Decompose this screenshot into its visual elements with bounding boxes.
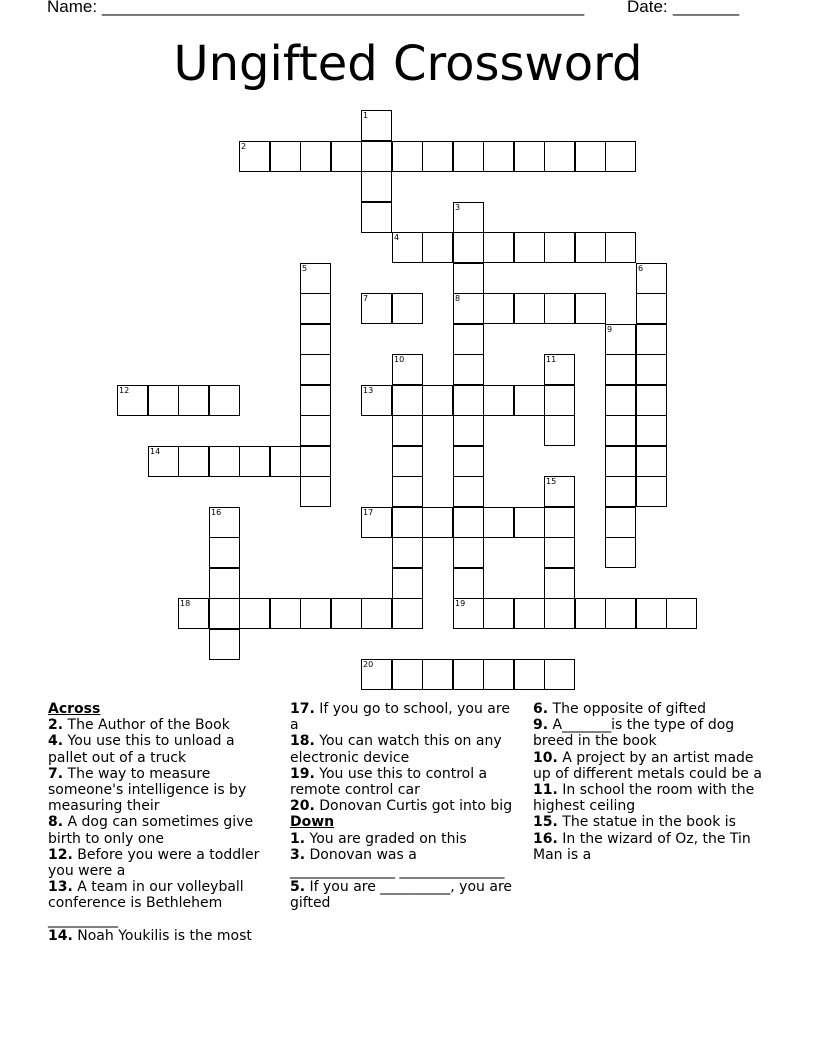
grid-cell[interactable] [605, 476, 636, 507]
grid-cell[interactable] [544, 598, 575, 629]
grid-cell[interactable] [636, 476, 667, 507]
grid-cell[interactable] [392, 659, 423, 690]
clue-number-label: 5 [302, 264, 308, 273]
grid-cell[interactable] [453, 537, 484, 568]
across-heading: Across [48, 701, 101, 717]
grid-cell[interactable] [453, 659, 484, 690]
date-label: Date: [627, 0, 668, 16]
puzzle-title: Ungifted Crossword [173, 36, 643, 92]
grid-cell[interactable] [300, 598, 331, 629]
grid-cell[interactable] [453, 141, 484, 172]
grid-cell[interactable] [209, 598, 240, 629]
clues-column-2 [290, 701, 515, 912]
grid-cell[interactable] [636, 354, 667, 385]
grid-cell[interactable] [422, 659, 453, 690]
grid-cell[interactable] [422, 385, 453, 416]
grid-cell[interactable] [636, 293, 667, 324]
grid-cell[interactable] [209, 568, 240, 599]
grid-cell[interactable] [209, 446, 240, 477]
clue-number-label: 19 [455, 599, 466, 608]
grid-cell[interactable] [483, 141, 514, 172]
grid-cell[interactable] [636, 385, 667, 416]
grid-cell[interactable] [483, 507, 514, 538]
grid-cell[interactable] [209, 385, 240, 416]
grid-cell[interactable] [575, 141, 606, 172]
name-label: Name: [47, 0, 98, 16]
grid-cell[interactable] [392, 476, 423, 507]
grid-cell[interactable] [483, 598, 514, 629]
clue-number-label: 9 [607, 325, 613, 334]
grid-cell[interactable] [300, 354, 331, 385]
grid-cell[interactable] [178, 385, 209, 416]
clue-across-13: 13. A team in our volleyball conference is Bethlehem __________ [48, 879, 244, 928]
clue-across-8: 8. A dog can sometimes give birth to only one [48, 814, 254, 847]
clue-number-label: 20 [363, 660, 374, 669]
clue-number-label: 7 [363, 294, 369, 303]
grid-cell[interactable] [483, 293, 514, 324]
grid-cell[interactable] [544, 507, 575, 538]
grid-cell[interactable] [544, 568, 575, 599]
grid-cell[interactable] [392, 537, 423, 568]
grid-cell[interactable] [605, 354, 636, 385]
grid-cell[interactable] [300, 446, 331, 477]
grid-cell[interactable] [544, 415, 575, 446]
grid-cell[interactable] [605, 598, 636, 629]
grid-cell[interactable] [361, 202, 392, 233]
grid-cell[interactable] [453, 446, 484, 477]
grid-cell[interactable] [605, 446, 636, 477]
clue-across-2: 2. The Author of the Book [48, 717, 230, 734]
grid-cell[interactable] [300, 141, 331, 172]
grid-cell[interactable] [239, 446, 270, 477]
clue-down-10: 10. A project by an artist made up of different metals could be a [533, 749, 762, 782]
clue-down-16: 16. In the wizard of Oz, the Tin Man is a [533, 830, 751, 863]
grid-cell[interactable] [605, 385, 636, 416]
grid-cell[interactable] [453, 385, 484, 416]
grid-cell[interactable] [636, 415, 667, 446]
grid-cell[interactable] [361, 141, 392, 172]
grid-cell[interactable] [514, 598, 545, 629]
clues-column-3 [533, 701, 768, 863]
clue-number-label: 14 [150, 447, 161, 456]
grid-cell[interactable] [392, 415, 423, 446]
down-heading: Down [290, 814, 335, 831]
grid-cell[interactable] [361, 598, 392, 629]
grid-cell[interactable] [209, 537, 240, 568]
grid-cell[interactable] [483, 232, 514, 263]
grid-cell[interactable] [392, 141, 423, 172]
grid-cell[interactable] [636, 598, 667, 629]
grid-cell[interactable] [605, 507, 636, 538]
grid-cell[interactable] [453, 324, 484, 355]
grid-cell[interactable] [544, 385, 575, 416]
grid-cell[interactable] [270, 598, 301, 629]
clue-number-label: 12 [119, 386, 130, 395]
clue-across-18: 18. You can watch this on any electronic device [290, 733, 502, 766]
grid-cell[interactable] [544, 293, 575, 324]
clue-number-label: 17 [363, 508, 374, 517]
clue-number-label: 4 [394, 233, 400, 242]
clue-across-4: 4. You use this to unload a pallet out of a truck [48, 733, 235, 766]
grid-cell[interactable] [636, 324, 667, 355]
grid-cell[interactable] [544, 141, 575, 172]
grid-cell[interactable] [178, 446, 209, 477]
grid-cell[interactable] [483, 385, 514, 416]
grid-cell[interactable] [544, 537, 575, 568]
grid-cell[interactable] [453, 415, 484, 446]
date-line[interactable]: _______ [673, 0, 740, 16]
clue-across-12: 12. Before you were a toddler you were a [48, 846, 260, 880]
grid-cell[interactable] [453, 568, 484, 599]
clue-number-label: 15 [546, 477, 557, 486]
clue-down-6: 6. The opposite of gifted [533, 701, 707, 717]
grid-cell[interactable] [453, 507, 484, 538]
clue-number-label: 13 [363, 386, 374, 395]
grid-cell[interactable] [514, 293, 545, 324]
clues-column-1 [48, 701, 273, 944]
grid-cell[interactable] [514, 141, 545, 172]
grid-cell[interactable] [392, 385, 423, 416]
clue-down-11: 11. In school the room with the highest ceiling [533, 782, 755, 815]
grid-cell[interactable] [575, 598, 606, 629]
clue-number-label: 18 [180, 599, 191, 608]
grid-cell[interactable] [605, 415, 636, 446]
grid-cell[interactable] [331, 141, 362, 172]
clue-number-label: 8 [455, 294, 461, 303]
grid-cell[interactable] [666, 598, 697, 629]
grid-cell[interactable] [453, 354, 484, 385]
clue-number-label: 10 [394, 355, 405, 364]
grid-cell[interactable] [605, 232, 636, 263]
grid-cell[interactable] [453, 476, 484, 507]
grid-cell[interactable] [514, 507, 545, 538]
grid-cell[interactable] [300, 476, 331, 507]
grid-cell[interactable] [300, 293, 331, 324]
grid-cell[interactable] [300, 324, 331, 355]
grid-cell[interactable] [575, 232, 606, 263]
grid-cell[interactable] [514, 385, 545, 416]
grid-cell[interactable] [605, 141, 636, 172]
grid-cell[interactable] [239, 598, 270, 629]
clue-number-label: 11 [546, 355, 557, 364]
grid-cell[interactable] [422, 141, 453, 172]
grid-cell[interactable] [300, 415, 331, 446]
grid-cell[interactable] [422, 507, 453, 538]
grid-cell[interactable] [392, 293, 423, 324]
grid-cell[interactable] [392, 598, 423, 629]
grid-cell[interactable] [392, 507, 423, 538]
clue-down-9: 9. A_______is the type of dog breed in the book [533, 717, 735, 750]
clue-number-label: 2 [241, 142, 247, 151]
clue-number-label: 3 [455, 203, 461, 212]
grid-cell[interactable] [453, 232, 484, 263]
grid-cell[interactable] [209, 629, 240, 660]
grid-cell[interactable] [483, 659, 514, 690]
grid-cell[interactable] [361, 171, 392, 202]
clue-across-17: 17. If you go to school, you are a [290, 701, 510, 734]
grid-cell[interactable] [575, 293, 606, 324]
clue-down-5: 5. If you are __________, you are gifted [290, 879, 512, 912]
clue-across-19: 19. You use this to control a remote control car [290, 765, 488, 799]
grid-cell[interactable] [453, 263, 484, 294]
grid-cell[interactable] [270, 141, 301, 172]
clue-down-1: 1. You are graded on this [290, 830, 467, 847]
grid-cell[interactable] [392, 568, 423, 599]
clue-down-15: 15. The statue in the book is [533, 814, 736, 831]
name-line[interactable]: ___________________________________________________ [102, 0, 585, 16]
grid-cell[interactable] [544, 659, 575, 690]
clue-number-label: 16 [211, 508, 222, 517]
clue-number-label: 1 [363, 111, 369, 120]
grid-cell[interactable] [270, 446, 301, 477]
grid-cell[interactable] [300, 385, 331, 416]
clue-number-label: 6 [638, 264, 644, 273]
grid-cell[interactable] [544, 232, 575, 263]
grid-cell[interactable] [605, 537, 636, 568]
grid-cell[interactable] [636, 446, 667, 477]
clue-across-14: 14. Noah Youkilis is the most [48, 927, 252, 944]
clue-down-3: 3. Donovan was a _______________ _______________ [290, 846, 505, 880]
grid-cell[interactable] [331, 598, 362, 629]
grid-cell[interactable] [514, 232, 545, 263]
grid-cell[interactable] [392, 446, 423, 477]
clue-across-20: 20. Donovan Curtis got into big [290, 798, 513, 815]
clue-across-7: 7. The way to measure someone's intelligence is by measuring their [48, 765, 247, 815]
grid-cell[interactable] [422, 232, 453, 263]
grid-cell[interactable] [514, 659, 545, 690]
grid-cell[interactable] [148, 385, 179, 416]
